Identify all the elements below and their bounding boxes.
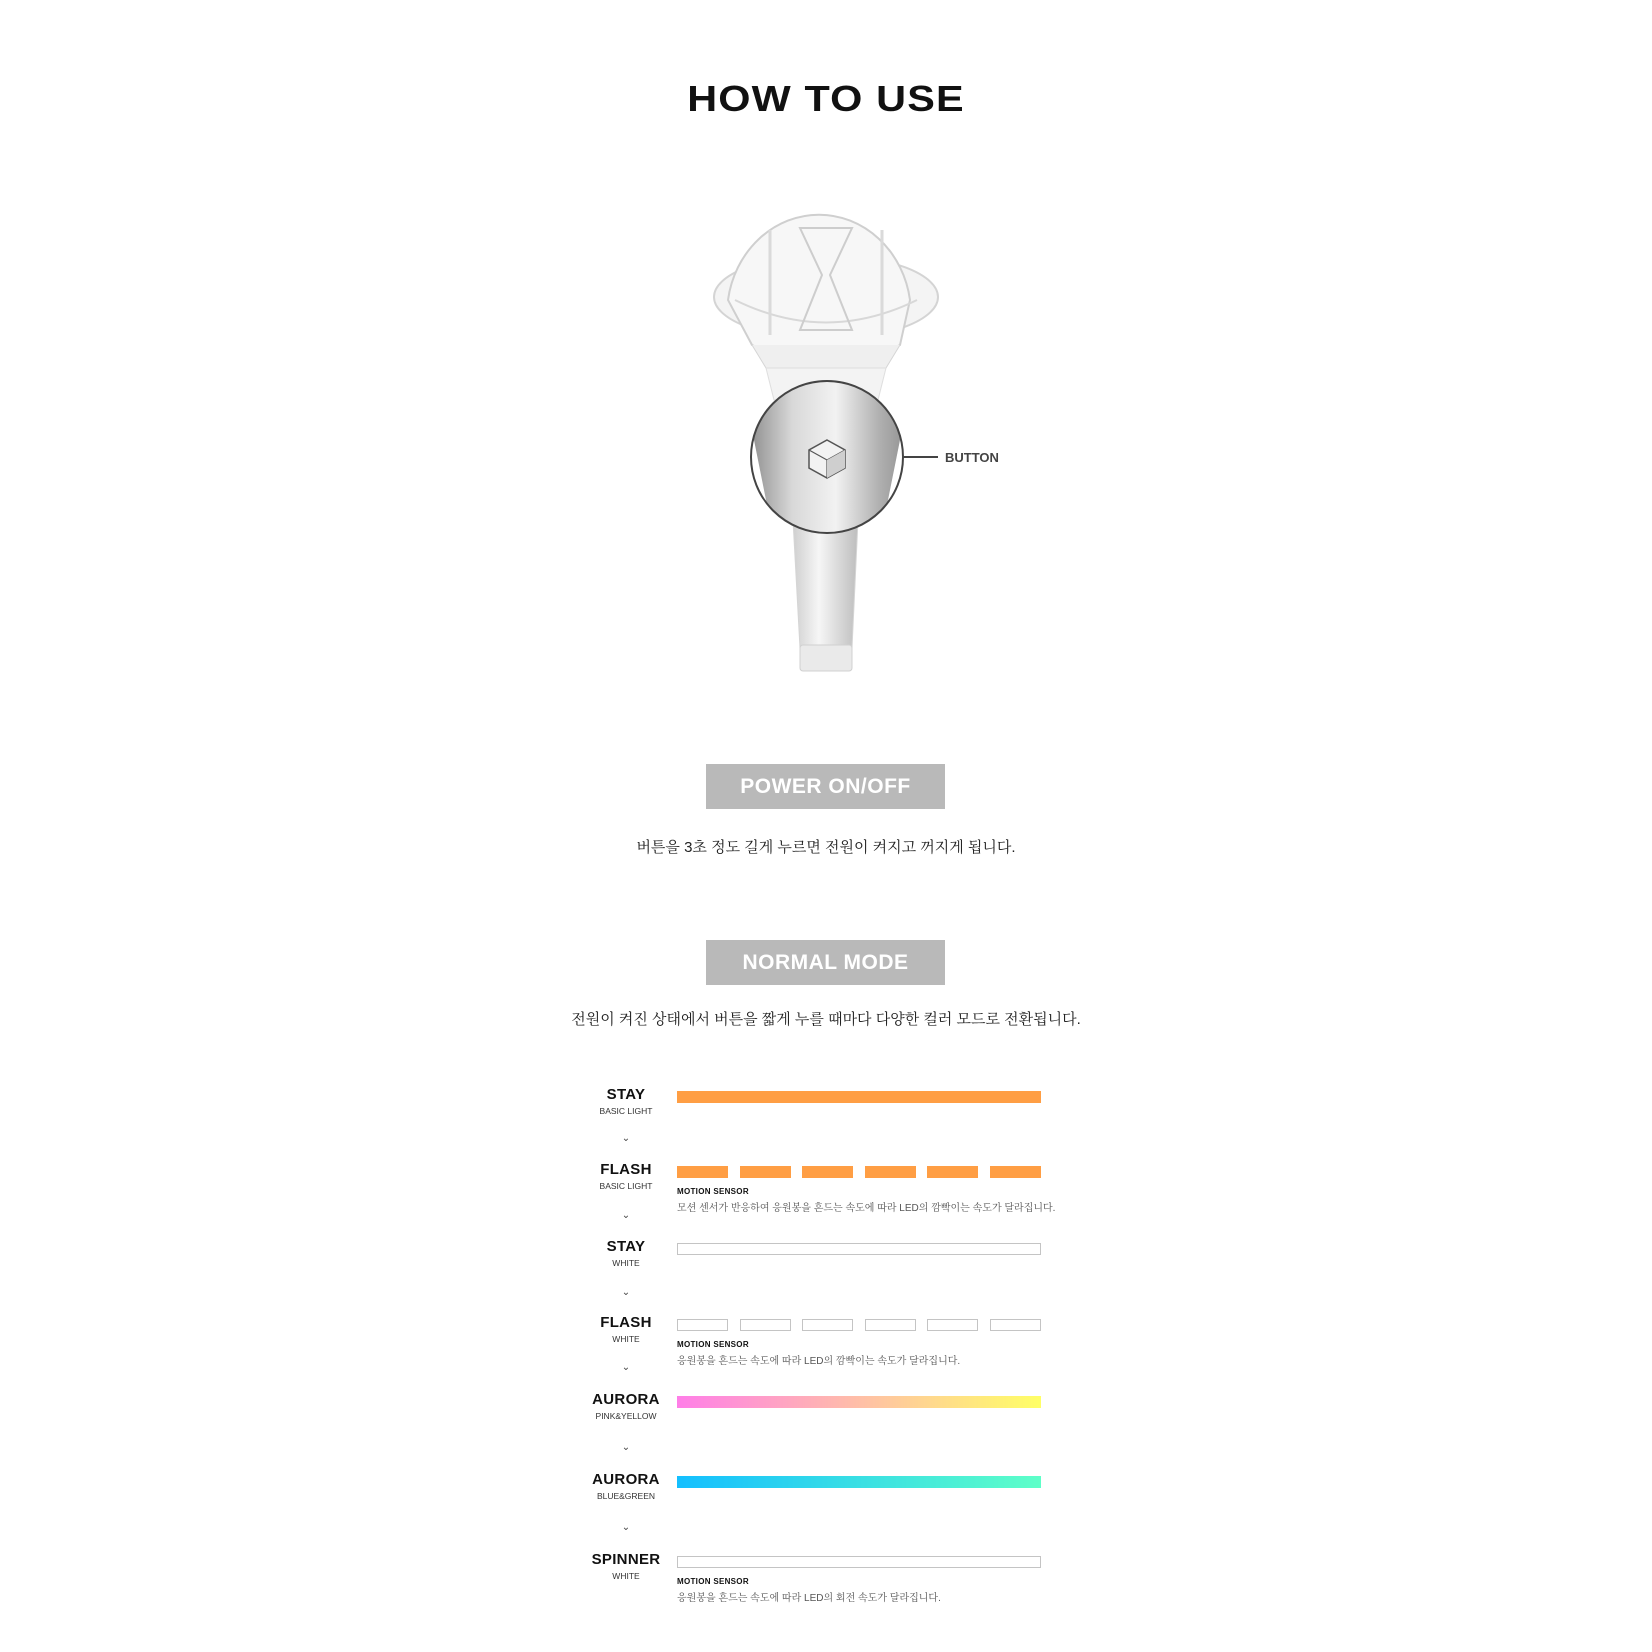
page-title: HOW TO USE [687, 78, 965, 119]
mode-name: AURORA [592, 1391, 660, 1408]
motion-sensor-description: 응원봉을 흔드는 속도에 따라 LED의 회전 속도가 달라집니다. [677, 1593, 941, 1604]
light-pattern-bar [677, 1243, 1041, 1255]
mode-label [576, 1239, 676, 1268]
chevron-down-icon: ⌄ [621, 1362, 631, 1373]
light-segment [740, 1166, 791, 1178]
light-segment [802, 1319, 853, 1331]
lightstick-handle [793, 520, 858, 648]
mode-label [576, 1315, 676, 1344]
mode-subtitle: BASIC LIGHT [599, 1181, 653, 1191]
normal-mode-description: 전원이 켜진 상태에서 버튼을 짧게 누를 때마다 다양한 컬러 모드로 전환됩니다. [571, 1011, 1081, 1028]
mode-name: STAY [606, 1086, 646, 1103]
button-callout-label: BUTTON [945, 450, 999, 465]
mode-subtitle: WHITE [612, 1571, 640, 1581]
mode-name: AURORA [592, 1471, 660, 1488]
chevron-down-icon: ⌄ [621, 1133, 631, 1144]
power-description: 버튼을 3초 정도 길게 누르면 전원이 켜지고 꺼지게 됩니다. [636, 839, 1016, 856]
chevron-down-icon: ⌄ [621, 1522, 631, 1533]
light-segment [740, 1319, 791, 1331]
power-section-badge: POWER ON/OFF [706, 764, 945, 809]
motion-sensor-description: 모션 센서가 반응하여 응원봉을 흔드는 속도에 따라 LED의 깜빡이는 속도가 달라집니다. [677, 1203, 1056, 1214]
light-segment [865, 1166, 916, 1178]
light-pattern-bar [677, 1476, 1041, 1488]
lightstick-illustration [0, 0, 1652, 700]
mode-subtitle: BLUE&GREEN [596, 1491, 656, 1501]
normal-mode-badge: NORMAL MODE [706, 940, 945, 985]
light-segment [677, 1166, 728, 1178]
light-segment [802, 1166, 853, 1178]
lightstick-endcap [800, 645, 852, 671]
mode-subtitle: WHITE [612, 1258, 640, 1268]
mode-label [576, 1472, 676, 1501]
light-segment [990, 1166, 1041, 1178]
light-segment [677, 1319, 728, 1331]
mode-label [576, 1552, 676, 1581]
motion-sensor-title: MOTION SENSOR [677, 1577, 749, 1586]
light-pattern-bar [677, 1396, 1041, 1408]
mode-name: SPINNER [591, 1551, 661, 1568]
chevron-down-icon: ⌄ [621, 1210, 631, 1221]
mode-name: FLASH [600, 1314, 652, 1331]
mode-name: FLASH [600, 1161, 652, 1178]
mode-name: STAY [606, 1238, 646, 1255]
lightstick-dome [714, 215, 938, 368]
light-pattern-bar [677, 1091, 1041, 1103]
motion-sensor-title: MOTION SENSOR [677, 1187, 749, 1196]
light-segment [927, 1319, 978, 1331]
light-pattern-bar [677, 1556, 1041, 1568]
mode-subtitle: BASIC LIGHT [599, 1106, 653, 1116]
chevron-down-icon: ⌄ [621, 1287, 631, 1298]
mode-label [576, 1162, 676, 1191]
mode-subtitle: WHITE [612, 1334, 640, 1344]
light-segment [927, 1166, 978, 1178]
light-segment [865, 1319, 916, 1331]
light-pattern-bar [677, 1166, 1041, 1178]
light-pattern-bar [677, 1319, 1041, 1331]
motion-sensor-title: MOTION SENSOR [677, 1340, 749, 1349]
mode-label [576, 1087, 676, 1116]
light-segment [990, 1319, 1041, 1331]
mode-label [576, 1392, 676, 1421]
mode-subtitle: PINK&YELLOW [595, 1411, 657, 1421]
motion-sensor-description: 응원봉을 흔드는 속도에 따라 LED의 깜빡이는 속도가 달라집니다. [677, 1356, 961, 1367]
chevron-down-icon: ⌄ [621, 1442, 631, 1453]
button-magnifier [740, 370, 938, 540]
